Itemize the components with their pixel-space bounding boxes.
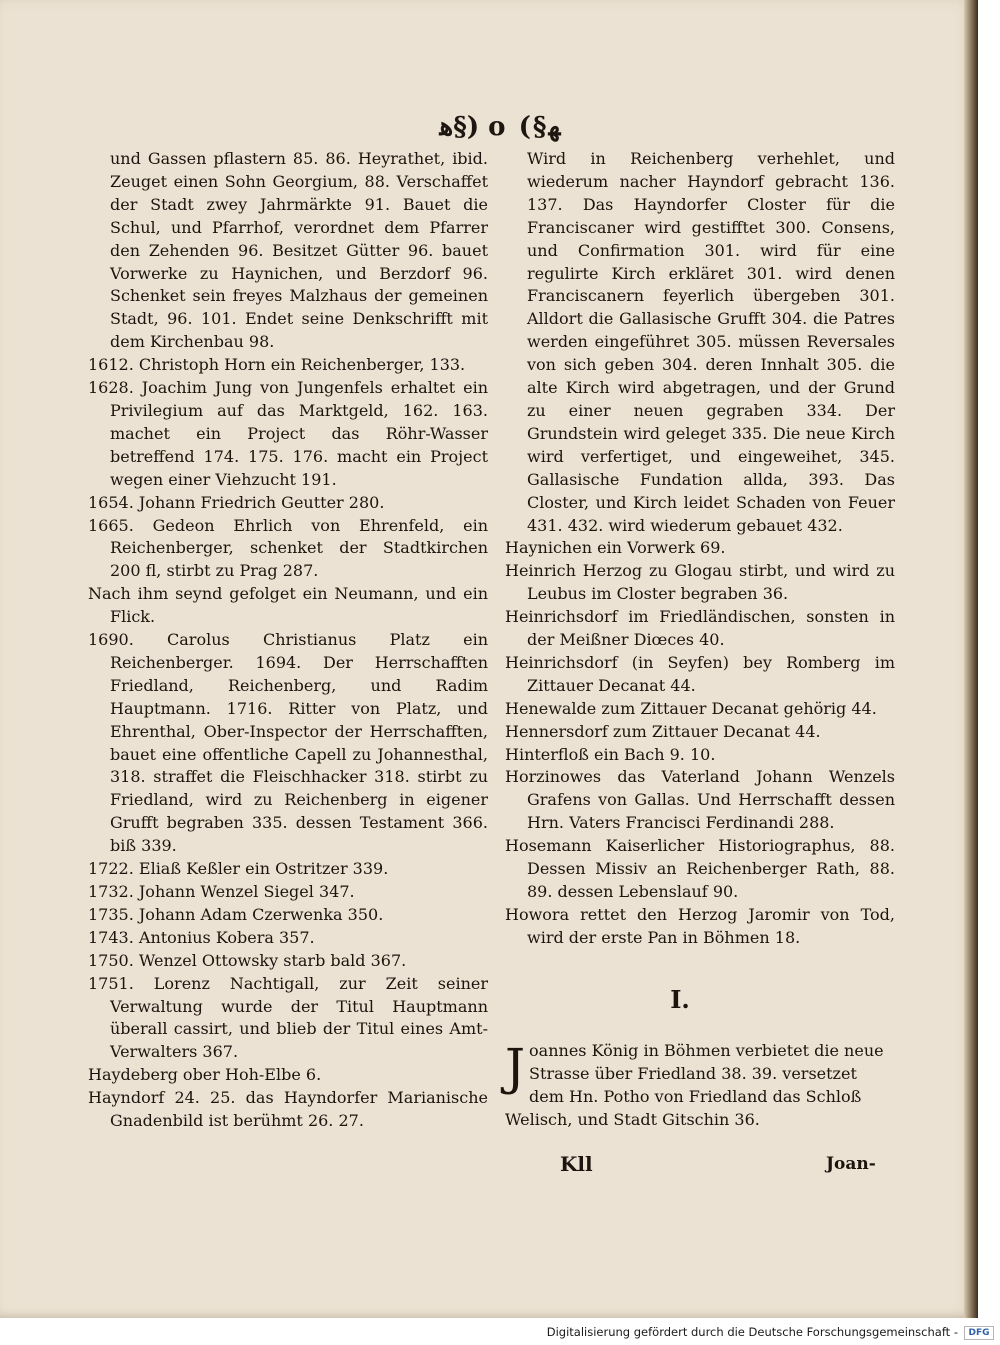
dfg-logo-icon: DFG — [964, 1326, 994, 1340]
header-ornament: ﻫ§) o (§ﻬ — [439, 112, 561, 142]
right-column — [505, 148, 895, 950]
index-entry: 1750. Wenzel Ottowsky starb bald 367. — [88, 950, 407, 970]
index-entry: 1732. Johann Wenzel Siegel 347. — [88, 882, 355, 901]
index-entry: Nach ihm seynd gefolget ein Neumann, und ein Flick. — [88, 584, 488, 627]
index-entry: Howora rettet den Herzog Jaromir von Tod, wird der erste Pan in Böhmen 18. — [505, 904, 895, 947]
footer-credit: Digitalisierung gefördert durch die Deutsche Forschungsgemeinschaft - — [546, 1325, 958, 1339]
page-gutter-shadow — [964, 0, 978, 1318]
index-entry: Hayndorf 24. 25. das Hayndorfer Marianische Gnadenbild ist berühmt 26. 27. — [88, 1088, 488, 1131]
index-entry: 1612. Christoph Horn ein Reichenberger, 133. — [88, 355, 466, 375]
index-entry: 1751. Lorenz Nachtigall, zur Zeit seiner Verwaltung wurde der Titul Hauptmann überall cassirt, und blieb der Titul eines Amt-Verwalters 367. — [88, 973, 488, 1062]
index-entry: 1743. Antonius Kobera 357. — [88, 927, 315, 947]
printer-signature: Kll — [560, 1152, 593, 1176]
index-entry: 1628. Joachim Jung von Jungenfels erhaltet ein Privilegium auf das Marktgeld, 162. 163. machet ein Project das Röhr-Wasser betreffend 174. 175. 176. macht ein Project wegen einer Viehzucht 191. — [88, 378, 488, 489]
index-entry: 1665. Gedeon Ehrlich von Ehrenfeld, ein Reichenberger, schenket der Stadtkirchen 200 fl, stirbt zu Prag 287. — [88, 515, 488, 581]
index-entry: und Gassen pflastern 85. 86. Heyrathet, ibid. Zeuget einen Sohn Georgium, 88. Verschaffet der Stadt zwey Jahrmärkte 91. Bauet die Schul, und Pfarrhof, verordnet dem Pfarrer den Zehenden 96. Besitzet Gütter 96. bauet Vorwerke zu Haynichen, und Berzdorf 96. Schenket sein freyes Malzhaus der gemeinen Stadt, 96. 101. Endet seine Denkschrifft mit dem Kirchenbau 98. — [110, 149, 488, 352]
catchword: Joan- — [826, 1154, 876, 1174]
index-entry: Wird in Reichenberg verhehlet, und wiederum nacher Hayndorf gebracht 136. 137. Das Hayndorfer Closter für die Franciscaner wird gestifftet 300. Consens, und Confirmation 301. wird für eine regulirte Kirch erkläret 301. wird denen Franciscanern feyerlich übergeben 301. Alldort die Gallasische Grufft 304. die Patres werden eingeführet 305. müssen Reversales von sich geben 304. deren Innhalt 305. die alte Kirch wird abgetragen, und der Grund zu einer neuen gegraben 334. Der Grundstein wird geleget 335. Die neue Kirch wird verfertiget, und eingeweihet, 345. Gallasische Fundation allda, 393. Das Closter, und Kirch leidet Schaden von Feuer 431. 432. wird wiederum gebauet 432. — [527, 149, 895, 535]
section-letter: I. — [670, 985, 690, 1014]
index-entry: 1654. Johann Friedrich Geutter 280. — [88, 492, 385, 512]
digitization-footer — [0, 1322, 1000, 1345]
index-entry: 1735. Johann Adam Czerwenka 350. — [88, 904, 384, 924]
index-entry: Heinrich Herzog zu Glogau stirbt, und wird zu Leubus im Closter begraben 36. — [505, 561, 895, 604]
index-entry: Hennersdorf zum Zittauer Decanat 44. — [505, 721, 821, 741]
joannes-entry — [505, 1040, 895, 1132]
index-entry: Hinterfloß ein Bach 9. 10. — [505, 744, 716, 764]
index-entry: Hosemann Kaiserlicher Historiographus, 88. Dessen Missiv an Reichenberger Rath, 88. 89. dessen Lebenslauf 90. — [505, 836, 895, 901]
index-entry: 1690. Carolus Christianus Platz ein Reichenberger. 1694. Der Herrschafften Friedland, Reichenberg, und Radim Hauptmann. 1716. Ritter von Platz, und Ehrenthal, Ober-Inspector der Herrschafften, bauet eine offentliche Capell zu Johannesthal, 318. straffet die Fleischhacker 318. stirbt zu Friedland, wird zu Reichenberg in eigener Grufft begraben 335. dessen Testament 366. biß 339. — [88, 630, 488, 856]
index-entry: Haynichen ein Vorwerk 69. — [505, 538, 726, 558]
left-column — [88, 148, 488, 1133]
index-entry: Haydeberg ober Hoh-Elbe 6. — [88, 1065, 322, 1085]
joannes-entry-text: oannes König in Böhmen verbietet die neue Strasse über Friedland 38. 39. versetzet dem Hn. Potho von Friedland das Schloß Welisch, und Stadt Gitschin 36. — [505, 1041, 884, 1129]
index-entry: Horzinowes das Vaterland Johann Wenzels Grafens von Gallas. Und Herrschafft dessen Hrn. Vaters Francisci Ferdinandi 288. — [505, 767, 895, 833]
index-entry: Heinrichsdorf (in Seyfen) bey Romberg im Zittauer Decanat 44. — [505, 652, 895, 695]
drop-cap: J — [505, 1038, 526, 1096]
index-entry: Henewalde zum Zittauer Decanat gehörig 44. — [505, 698, 877, 718]
index-entry: 1722. Eliaß Keßler ein Ostritzer 339. — [88, 859, 389, 879]
index-entry: Heinrichsdorf im Friedländischen, sonsten in der Meißner Diœces 40. — [505, 607, 895, 650]
